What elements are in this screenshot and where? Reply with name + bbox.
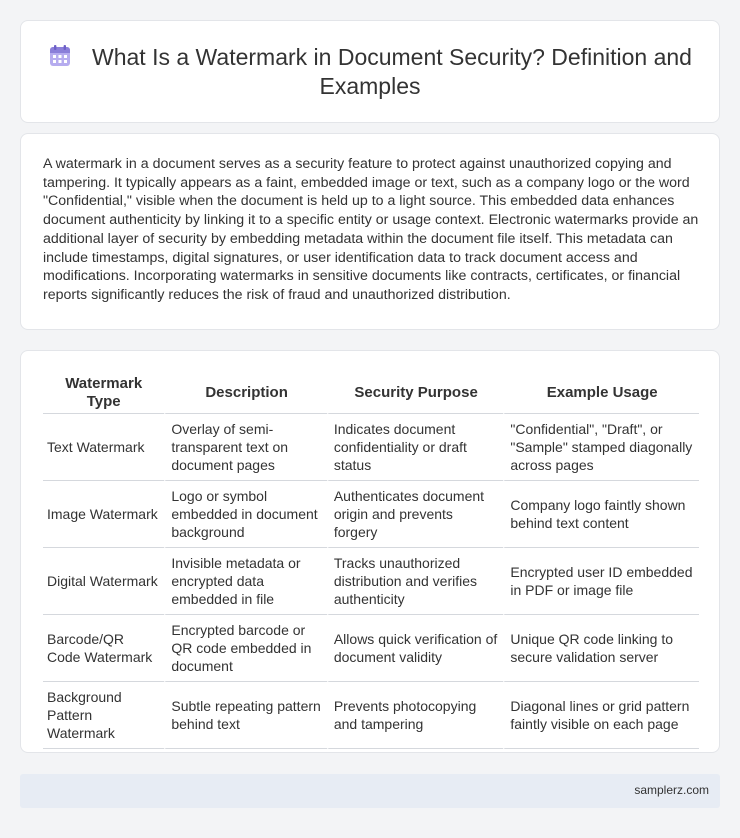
column-header-description: Description (164, 373, 326, 414)
footer-site-link[interactable]: samplerz.com (634, 783, 709, 797)
cell-description: Subtle repeating pattern behind text (164, 682, 326, 749)
cell-type: Background Pattern Watermark (43, 682, 164, 749)
cell-purpose: Authenticates document origin and prevents forgery (327, 481, 504, 548)
cell-purpose: Prevents photocopying and tampering (327, 682, 504, 749)
title-card (20, 20, 720, 123)
table-row (43, 682, 699, 749)
cell-description: Logo or symbol embedded in document background (164, 481, 326, 548)
cell-example: Diagonal lines or grid pattern faintly visible on each page (503, 682, 699, 749)
cell-purpose: Tracks unauthorized distribution and verifies authenticity (327, 548, 504, 615)
footer-bar (20, 774, 720, 808)
column-header-example: Example Usage (503, 373, 699, 414)
cell-type: Image Watermark (43, 481, 164, 548)
table-row (43, 481, 699, 548)
cell-type: Digital Watermark (43, 548, 164, 615)
intro-paragraph: A watermark in a document serves as a security feature to protect against unauthorized copying and tampering. It typically appears as a faint, embedded image or text, such as a company logo or the word "Confidential," visible when the document is held up to a light source. This embedded data enhances document authenticity by linking it to a specific entity or usage context. Electronic watermarks provide an additional layer of security by embedding metadata within the document file itself. This metadata can include timestamps, digital signatures, or user identification data to track document access and modifications. Incorporating watermarks in sensitive documents like contracts, certificates, or financial reports significantly reduces the risk of fraud and unauthorized distribution. (43, 156, 699, 303)
watermark-table (43, 373, 699, 749)
table-row (43, 414, 699, 481)
cell-type: Barcode/QR Code Watermark (43, 615, 164, 682)
cell-purpose: Indicates document confidentiality or draft status (327, 414, 504, 481)
cell-description: Invisible metadata or encrypted data embedded in file (164, 548, 326, 615)
cell-example: Unique QR code linking to secure validation server (503, 615, 699, 682)
cell-example: Encrypted user ID embedded in PDF or image file (503, 548, 699, 615)
cell-description: Encrypted barcode or QR code embedded in document (164, 615, 326, 682)
table-row (43, 615, 699, 682)
table-row (43, 548, 699, 615)
cell-example: "Confidential", "Draft", or "Sample" stamped diagonally across pages (503, 414, 699, 481)
intro-card (20, 133, 720, 330)
cell-example: Company logo faintly shown behind text content (503, 481, 699, 548)
table-card (20, 350, 720, 753)
cell-purpose: Allows quick verification of document validity (327, 615, 504, 682)
column-header-purpose: Security Purpose (327, 373, 504, 414)
column-header-type: Watermark Type (43, 373, 164, 414)
calendar-icon (48, 44, 72, 68)
page-title (21, 43, 719, 101)
cell-type: Text Watermark (43, 414, 164, 481)
table-header-row (43, 373, 699, 414)
cell-description: Overlay of semi-transparent text on document pages (164, 414, 326, 481)
page-title-text: What Is a Watermark in Document Security? Definition and Examples (92, 44, 692, 99)
